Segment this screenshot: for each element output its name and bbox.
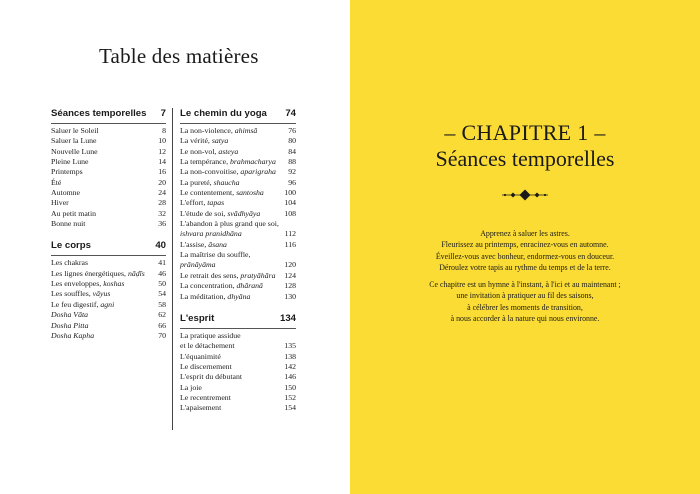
entry-page: 46 bbox=[158, 268, 166, 278]
entry-page: 32 bbox=[158, 208, 166, 218]
toc-entry bbox=[51, 219, 166, 229]
entry-page: 76 bbox=[288, 126, 296, 135]
section-page: 74 bbox=[285, 108, 296, 119]
entry-text: Bonne nuit bbox=[51, 219, 86, 229]
entry-line bbox=[180, 341, 241, 351]
entry-label bbox=[51, 310, 91, 320]
entry-page: 41 bbox=[158, 258, 166, 268]
toc-entry bbox=[51, 209, 166, 219]
entry-text: Dosha Pitta bbox=[51, 320, 89, 330]
section-title: Le chemin du yoga bbox=[180, 108, 267, 119]
toc-entry bbox=[180, 188, 296, 198]
entry-text: Printemps bbox=[51, 167, 83, 177]
entry-text: L'équanimité bbox=[180, 351, 221, 361]
entry-text: La non-convoitise, bbox=[180, 167, 241, 177]
entry-label bbox=[180, 240, 230, 250]
toc-entry bbox=[180, 198, 296, 208]
entry-text: Automne bbox=[51, 188, 81, 198]
intro-line: Ce chapitre est un hymne à l'instant, à l'ici et au maintenant ; bbox=[429, 280, 621, 290]
entry-line bbox=[180, 250, 250, 260]
entry-text: Le feu digestif, bbox=[51, 299, 101, 309]
entry-page: 88 bbox=[288, 157, 296, 167]
entry-label bbox=[180, 209, 263, 219]
entry-text: Pleine Lune bbox=[51, 157, 89, 167]
toc-entry bbox=[51, 188, 166, 198]
entry-text: ishvara pranidhāna bbox=[180, 229, 242, 239]
section-title: L'esprit bbox=[180, 312, 215, 324]
entry-text: Le recentrement bbox=[180, 392, 231, 402]
chapter-label: – CHAPITRE 1 – bbox=[444, 120, 606, 145]
entry-page: 116 bbox=[284, 239, 296, 249]
entry-text: santosha bbox=[236, 188, 264, 198]
entry-page: 112 bbox=[284, 229, 296, 239]
entry-label bbox=[51, 258, 91, 268]
entry-page: 54 bbox=[158, 289, 166, 299]
toc-entry bbox=[180, 403, 296, 413]
section-page: 7 bbox=[160, 108, 166, 119]
entry-page: 100 bbox=[284, 188, 296, 198]
entry-text: L'esprit du débutant bbox=[180, 372, 243, 382]
entry-label bbox=[180, 188, 267, 198]
entry-text: La joie bbox=[180, 382, 202, 392]
entry-label bbox=[51, 147, 101, 157]
entry-label bbox=[180, 126, 260, 136]
toc-entry bbox=[51, 321, 166, 331]
entry-text: koshas bbox=[103, 279, 125, 289]
toc-entry bbox=[180, 250, 296, 271]
entry-label bbox=[180, 372, 245, 382]
entry-text: nāḍīs bbox=[127, 268, 145, 278]
entry-page: 24 bbox=[158, 188, 166, 198]
chapter-intro bbox=[350, 228, 700, 324]
toc-entry bbox=[180, 157, 296, 167]
entry-text: L'étude de soi, bbox=[180, 208, 228, 218]
toc-entry bbox=[51, 310, 166, 320]
toc-entry bbox=[180, 126, 296, 136]
toc-entry bbox=[180, 271, 296, 281]
section-gap bbox=[180, 302, 296, 313]
entry-text: tapas bbox=[207, 198, 225, 208]
entry-text: La tempérance, bbox=[180, 157, 230, 167]
entry-text: Saluer le Soleil bbox=[51, 126, 99, 135]
entry-page: 28 bbox=[158, 198, 166, 208]
entry-label bbox=[51, 219, 88, 229]
entry-text: asteya bbox=[218, 146, 239, 156]
toc-entry bbox=[51, 157, 166, 167]
toc-section-heading bbox=[180, 108, 296, 124]
entry-page: 92 bbox=[288, 167, 296, 177]
entry-page: 120 bbox=[284, 260, 296, 270]
entry-text: prānāyāma bbox=[180, 260, 216, 270]
entry-page: 128 bbox=[284, 281, 296, 291]
entry-text: satya bbox=[211, 136, 229, 146]
intro-line: à nous accorder à la nature qui nous environne. bbox=[450, 314, 600, 324]
entry-label bbox=[180, 362, 235, 372]
entry-text: Les souffles, bbox=[51, 289, 93, 299]
entry-page: 138 bbox=[284, 351, 296, 361]
entry-label bbox=[180, 383, 205, 393]
toc-entry bbox=[51, 279, 166, 289]
entry-label bbox=[180, 331, 244, 352]
entry-text: La méditation, bbox=[180, 291, 228, 301]
entry-page: 58 bbox=[158, 299, 166, 309]
entry-label bbox=[51, 300, 117, 310]
entry-text: Le retrait des sens, bbox=[180, 270, 241, 280]
entry-label bbox=[51, 157, 91, 167]
entry-label bbox=[51, 178, 64, 188]
entry-text: Le non-vol, bbox=[180, 146, 219, 156]
entry-label bbox=[180, 167, 279, 177]
entry-page: 12 bbox=[158, 146, 166, 156]
entry-label bbox=[51, 126, 102, 136]
entry-text: L'effort, bbox=[180, 198, 208, 208]
entry-page: 150 bbox=[284, 382, 296, 392]
entry-text: La concentration, bbox=[180, 281, 237, 291]
toc-entry bbox=[51, 126, 166, 136]
entry-page: 130 bbox=[284, 291, 296, 301]
toc-title: Table des matières bbox=[99, 44, 259, 68]
intro-line: Apprenez à saluer les astres. bbox=[480, 229, 570, 238]
entry-page: 154 bbox=[284, 403, 296, 413]
entry-page: 70 bbox=[158, 330, 166, 340]
entry-page: 108 bbox=[284, 208, 296, 218]
toc-entry bbox=[180, 240, 296, 250]
toc-entry bbox=[51, 258, 166, 268]
entry-text: shaucha bbox=[213, 177, 240, 187]
entry-text: ahimsā bbox=[234, 126, 258, 135]
entry-label bbox=[51, 289, 113, 299]
entry-label bbox=[180, 178, 243, 188]
toc-entry bbox=[51, 147, 166, 157]
entry-page: 50 bbox=[158, 279, 166, 289]
entry-text: La maîtrise du souffle, bbox=[180, 250, 251, 260]
toc-entry bbox=[180, 362, 296, 372]
toc-entry bbox=[180, 292, 296, 302]
column-divider bbox=[172, 108, 173, 430]
toc-entry bbox=[51, 167, 166, 177]
entry-page: 96 bbox=[288, 177, 296, 187]
toc-entry bbox=[180, 136, 296, 146]
entry-label bbox=[51, 321, 91, 331]
toc-entry bbox=[180, 209, 296, 219]
entry-line bbox=[180, 229, 279, 239]
entry-text: Hiver bbox=[51, 198, 69, 208]
toc-entry bbox=[180, 393, 296, 403]
entry-label bbox=[51, 209, 99, 219]
intro-line: Déroulez votre tapis au rythme du temps et de la terre. bbox=[439, 262, 611, 272]
entry-text: Le discernement bbox=[180, 361, 232, 371]
entry-text: La non-violence, bbox=[180, 126, 235, 135]
entry-label bbox=[51, 269, 148, 279]
entry-text: Dosha Vāta bbox=[51, 310, 89, 320]
entry-text: Nouvelle Lune bbox=[51, 146, 98, 156]
entry-label bbox=[180, 281, 266, 291]
toc-entry bbox=[180, 147, 296, 157]
entry-text: Les lignes énergétiques, bbox=[51, 268, 128, 278]
entry-page: 10 bbox=[158, 136, 166, 146]
entry-label bbox=[51, 331, 97, 341]
section-title: Le corps bbox=[51, 240, 91, 252]
toc-entry bbox=[51, 331, 166, 341]
entry-page: 8 bbox=[162, 126, 166, 135]
toc-entry bbox=[51, 136, 166, 146]
entry-label bbox=[180, 250, 253, 271]
entry-text: aparigraha bbox=[240, 167, 276, 177]
toc-section-heading bbox=[180, 313, 296, 329]
entry-text: Les enveloppes, bbox=[51, 279, 104, 289]
entry-label bbox=[51, 167, 86, 177]
entry-page: 14 bbox=[158, 157, 166, 167]
entry-label bbox=[51, 279, 127, 289]
toc-column-left bbox=[51, 108, 166, 341]
toc-entry bbox=[51, 289, 166, 299]
entry-text: vāyus bbox=[92, 289, 111, 299]
toc-entry bbox=[180, 178, 296, 188]
intro-line: à célébrer les moments de transition, bbox=[467, 302, 583, 312]
intro-line: Fleurissez au printemps, enracinez-vous en automne. bbox=[441, 240, 609, 250]
entry-text: Le contentement, bbox=[180, 188, 237, 198]
entry-text: Été bbox=[51, 177, 62, 187]
entry-page: 66 bbox=[158, 320, 166, 330]
entry-page: 152 bbox=[284, 392, 296, 402]
entry-text: āsana bbox=[208, 239, 227, 249]
entry-text: Saluer la Lune bbox=[51, 136, 97, 146]
entry-label bbox=[180, 219, 282, 240]
section-page: 40 bbox=[155, 240, 166, 252]
entry-label bbox=[180, 393, 234, 403]
toc-entry bbox=[180, 372, 296, 382]
entry-page: 36 bbox=[158, 219, 166, 229]
entry-line bbox=[180, 260, 250, 270]
toc-entry bbox=[180, 167, 296, 177]
toc-section-heading bbox=[51, 240, 166, 256]
entry-line bbox=[180, 219, 279, 229]
toc-entry bbox=[180, 383, 296, 393]
toc-entry bbox=[51, 300, 166, 310]
entry-text: agni bbox=[100, 299, 115, 309]
entry-label bbox=[180, 292, 253, 302]
intro-line: une invitation à pratiquer au fil des saisons, bbox=[456, 291, 594, 301]
toc-section-heading bbox=[51, 108, 166, 124]
toc-entry bbox=[51, 269, 166, 279]
entry-text: Les chakras bbox=[51, 258, 89, 268]
entry-page: 84 bbox=[288, 146, 296, 156]
entry-label bbox=[180, 403, 224, 413]
toc-entry bbox=[51, 178, 166, 188]
toc-entry bbox=[180, 219, 296, 240]
entry-text: L'apaisement bbox=[180, 403, 222, 413]
entry-label bbox=[180, 136, 231, 146]
section-gap bbox=[51, 229, 166, 240]
entry-label bbox=[180, 198, 227, 208]
toc-entry bbox=[180, 352, 296, 362]
entry-text: svādhyāya bbox=[227, 208, 261, 218]
chapter-title: Séances temporelles bbox=[435, 146, 615, 171]
entry-text: L'abandon à plus grand que soi, bbox=[180, 219, 279, 229]
entry-text: dhāranā bbox=[236, 281, 263, 291]
entry-label bbox=[51, 198, 72, 208]
entry-text: Au petit matin bbox=[51, 208, 97, 218]
toc-entry bbox=[180, 331, 296, 352]
entry-text: L'assise, bbox=[180, 239, 209, 249]
entry-page: 16 bbox=[158, 167, 166, 177]
entry-text: pratyāhāra bbox=[240, 270, 276, 280]
entry-page: 20 bbox=[158, 177, 166, 187]
entry-text: Dosha Kapha bbox=[51, 330, 95, 340]
toc-entry bbox=[180, 281, 296, 291]
entry-text: La pureté, bbox=[180, 177, 214, 187]
entry-label bbox=[180, 157, 279, 167]
entry-label bbox=[180, 147, 241, 157]
entry-text: dhyāna bbox=[227, 291, 251, 301]
entry-label bbox=[51, 188, 83, 198]
entry-text: brahmacharya bbox=[230, 157, 276, 167]
chapter-opener-page bbox=[350, 0, 700, 494]
entry-page: 80 bbox=[288, 136, 296, 146]
entry-page: 135 bbox=[284, 341, 296, 351]
entry-page: 146 bbox=[284, 372, 296, 382]
entry-page: 142 bbox=[284, 361, 296, 371]
section-title: Séances temporelles bbox=[51, 108, 147, 119]
entry-page: 62 bbox=[158, 310, 166, 320]
entry-line bbox=[180, 331, 241, 341]
entry-text: et le détachement bbox=[180, 341, 235, 351]
toc-column-right bbox=[180, 108, 296, 414]
ornament-icon bbox=[500, 188, 550, 202]
entry-page: 104 bbox=[284, 198, 296, 208]
entry-text: La pratique assidue bbox=[180, 330, 241, 340]
entry-text: La vérité, bbox=[180, 136, 212, 146]
entry-label bbox=[180, 271, 279, 281]
entry-label bbox=[51, 136, 99, 146]
toc-entry bbox=[51, 198, 166, 208]
intro-line: Éveillez-vous avec bonheur, endormez-vous en douceur. bbox=[435, 251, 615, 261]
entry-label bbox=[180, 352, 224, 362]
section-page: 134 bbox=[279, 312, 296, 324]
entry-page: 124 bbox=[284, 270, 296, 280]
